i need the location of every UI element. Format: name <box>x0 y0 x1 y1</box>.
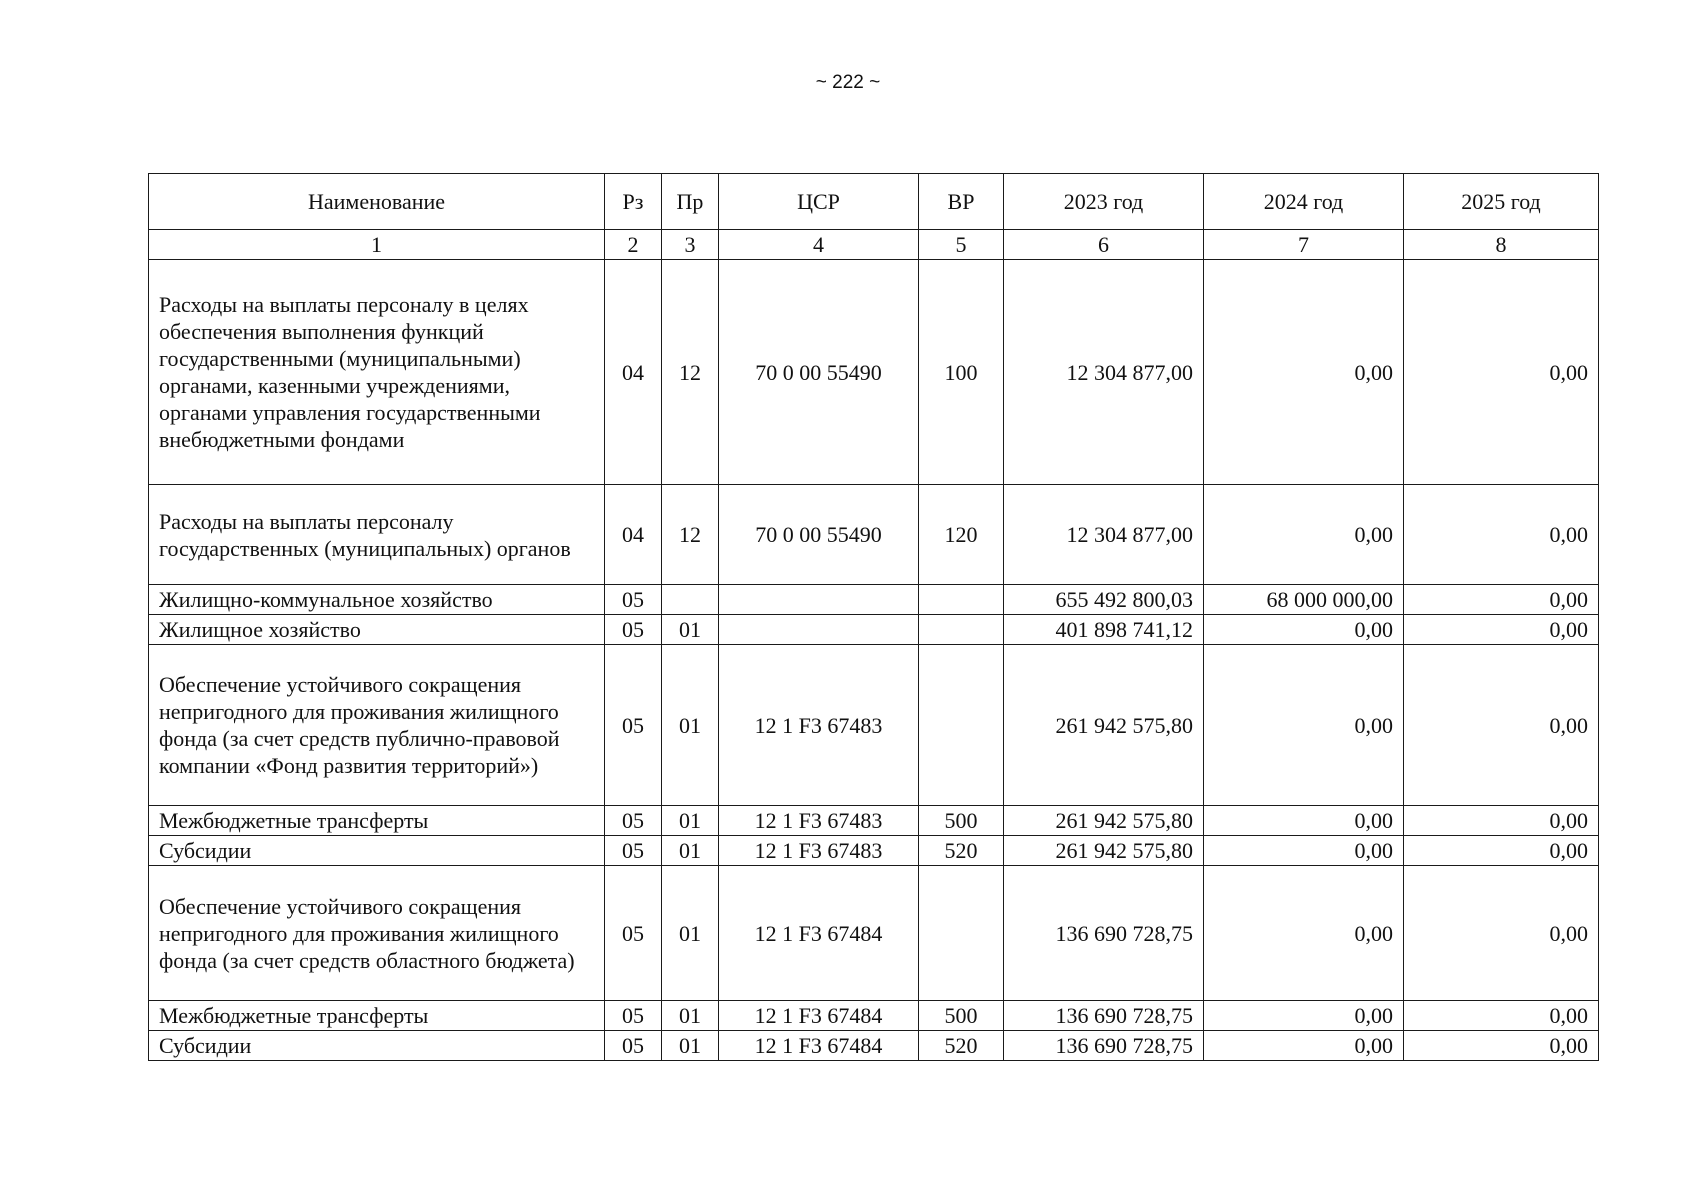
cell-rz: 05 <box>605 866 662 1001</box>
cell-csr: 70 0 00 55490 <box>719 260 919 485</box>
cell-pr: 01 <box>662 615 719 645</box>
cell-2024: 0,00 <box>1204 866 1404 1001</box>
cell-2023: 136 690 728,75 <box>1004 866 1204 1001</box>
cell-rz: 05 <box>605 615 662 645</box>
column-number: 3 <box>662 230 719 260</box>
cell-csr: 12 1 F3 67484 <box>719 1031 919 1061</box>
table-row <box>149 1001 1599 1031</box>
cell-2024: 0,00 <box>1204 260 1404 485</box>
cell-rz: 05 <box>605 836 662 866</box>
cell-vr <box>919 866 1004 1001</box>
column-number: 1 <box>149 230 605 260</box>
header-rz: Рз <box>605 174 662 230</box>
header-vr: ВР <box>919 174 1004 230</box>
cell-name: Расходы на выплаты персоналу в целях обеспечения выполнения функций государственными (муниципальными) органами, казенными учреждениями, органами управления государственными внебюджетными фондами <box>149 260 605 485</box>
column-number: 7 <box>1204 230 1404 260</box>
cell-2025: 0,00 <box>1404 615 1599 645</box>
cell-pr: 01 <box>662 1031 719 1061</box>
header-2024: 2024 год <box>1204 174 1404 230</box>
cell-2023: 136 690 728,75 <box>1004 1031 1204 1061</box>
column-number: 5 <box>919 230 1004 260</box>
cell-name: Обеспечение устойчивого сокращения непригодного для проживания жилищного фонда (за счет средств областного бюджета) <box>149 866 605 1001</box>
cell-vr: 120 <box>919 485 1004 585</box>
cell-rz: 05 <box>605 585 662 615</box>
cell-rz: 05 <box>605 806 662 836</box>
cell-2024: 0,00 <box>1204 1031 1404 1061</box>
cell-name: Межбюджетные трансферты <box>149 806 605 836</box>
table-row <box>149 645 1599 806</box>
cell-2025: 0,00 <box>1404 806 1599 836</box>
cell-vr <box>919 645 1004 806</box>
cell-2025: 0,00 <box>1404 836 1599 866</box>
table-row <box>149 806 1599 836</box>
table-row <box>149 260 1599 485</box>
cell-2025: 0,00 <box>1404 1031 1599 1061</box>
cell-2024: 0,00 <box>1204 645 1404 806</box>
cell-csr <box>719 615 919 645</box>
cell-2023: 401 898 741,12 <box>1004 615 1204 645</box>
cell-csr: 12 1 F3 67483 <box>719 645 919 806</box>
cell-name: Расходы на выплаты персоналу государственных (муниципальных) органов <box>149 485 605 585</box>
column-number: 4 <box>719 230 919 260</box>
header-row <box>149 174 1599 230</box>
cell-pr: 01 <box>662 806 719 836</box>
cell-2024: 0,00 <box>1204 806 1404 836</box>
cell-vr <box>919 615 1004 645</box>
cell-rz: 04 <box>605 260 662 485</box>
cell-2024: 68 000 000,00 <box>1204 585 1404 615</box>
cell-2023: 261 942 575,80 <box>1004 836 1204 866</box>
cell-csr: 12 1 F3 67484 <box>719 866 919 1001</box>
cell-csr: 70 0 00 55490 <box>719 485 919 585</box>
cell-pr: 01 <box>662 866 719 1001</box>
cell-2023: 12 304 877,00 <box>1004 485 1204 585</box>
cell-rz: 05 <box>605 645 662 806</box>
cell-2023: 12 304 877,00 <box>1004 260 1204 485</box>
column-number: 8 <box>1404 230 1599 260</box>
table-row <box>149 866 1599 1001</box>
cell-name: Межбюджетные трансферты <box>149 1001 605 1031</box>
cell-vr: 500 <box>919 806 1004 836</box>
table-row <box>149 615 1599 645</box>
header-2023: 2023 год <box>1004 174 1204 230</box>
cell-2023: 261 942 575,80 <box>1004 806 1204 836</box>
cell-2025: 0,00 <box>1404 585 1599 615</box>
cell-2024: 0,00 <box>1204 615 1404 645</box>
cell-pr: 12 <box>662 260 719 485</box>
cell-2025: 0,00 <box>1404 866 1599 1001</box>
cell-2023: 136 690 728,75 <box>1004 1001 1204 1031</box>
table-row <box>149 836 1599 866</box>
cell-2023: 261 942 575,80 <box>1004 645 1204 806</box>
cell-csr <box>719 585 919 615</box>
table-row <box>149 485 1599 585</box>
page-number: ~ 222 ~ <box>815 72 881 93</box>
cell-vr: 520 <box>919 1031 1004 1061</box>
table-row <box>149 1031 1599 1061</box>
cell-pr: 01 <box>662 1001 719 1031</box>
cell-name: Обеспечение устойчивого сокращения непригодного для проживания жилищного фонда (за счет средств публично-правовой компании «Фонд развития территорий») <box>149 645 605 806</box>
header-pr: Пр <box>662 174 719 230</box>
cell-2023: 655 492 800,03 <box>1004 585 1204 615</box>
cell-vr <box>919 585 1004 615</box>
column-number: 6 <box>1004 230 1204 260</box>
cell-vr: 520 <box>919 836 1004 866</box>
budget-table <box>148 173 1599 1061</box>
header-name: Наименование <box>149 174 605 230</box>
cell-csr: 12 1 F3 67483 <box>719 806 919 836</box>
header-csr: ЦСР <box>719 174 919 230</box>
cell-pr <box>662 585 719 615</box>
cell-pr: 01 <box>662 836 719 866</box>
cell-2025: 0,00 <box>1404 1001 1599 1031</box>
cell-vr: 100 <box>919 260 1004 485</box>
column-number: 2 <box>605 230 662 260</box>
cell-vr: 500 <box>919 1001 1004 1031</box>
cell-2025: 0,00 <box>1404 645 1599 806</box>
cell-csr: 12 1 F3 67484 <box>719 1001 919 1031</box>
cell-2024: 0,00 <box>1204 836 1404 866</box>
cell-rz: 05 <box>605 1031 662 1061</box>
cell-2025: 0,00 <box>1404 485 1599 585</box>
header-2025: 2025 год <box>1404 174 1599 230</box>
cell-pr: 01 <box>662 645 719 806</box>
cell-name: Жилищное хозяйство <box>149 615 605 645</box>
cell-name: Жилищно-коммунальное хозяйство <box>149 585 605 615</box>
cell-name: Субсидии <box>149 836 605 866</box>
cell-pr: 12 <box>662 485 719 585</box>
cell-csr: 12 1 F3 67483 <box>719 836 919 866</box>
column-number-row <box>149 230 1599 260</box>
cell-2024: 0,00 <box>1204 1001 1404 1031</box>
cell-name: Субсидии <box>149 1031 605 1061</box>
cell-2024: 0,00 <box>1204 485 1404 585</box>
cell-rz: 05 <box>605 1001 662 1031</box>
table-row <box>149 585 1599 615</box>
cell-rz: 04 <box>605 485 662 585</box>
cell-2025: 0,00 <box>1404 260 1599 485</box>
